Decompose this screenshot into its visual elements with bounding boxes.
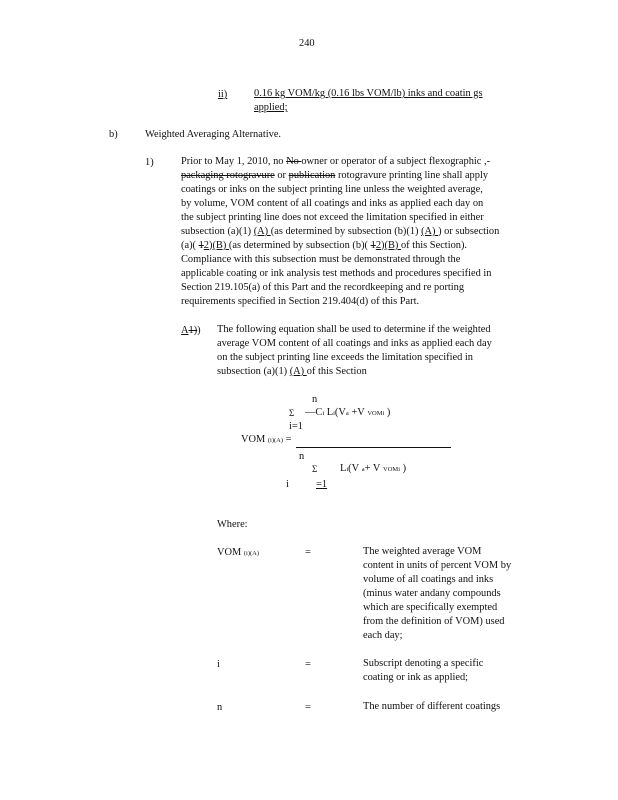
equation-numerator: —Ci Li(Va +V VOMi ) [305,407,391,418]
para-a1-line: subsection (a)(1) (A) of this Section [217,366,367,377]
definition-line: each day; [363,630,403,641]
para-1-line: Prior to May 1, 2010, no No owner or operator of a subject flexographic ,- [181,156,491,167]
para-1-line: packaging rotogravure or publication rotogravure printing line shall apply [181,170,489,181]
definition-term: i [217,659,220,670]
definition-line: which are specifically exempted [363,602,498,613]
definition-equals: = [305,547,311,558]
para-a1-line: average VOM content of all coatings and inks as applied each day [217,338,492,349]
definition-line: The number of different coatings [363,701,501,712]
definition-equals: = [305,659,311,670]
definition-term: VOM (i)(A) [217,547,260,558]
section-b-label: b) [109,129,118,140]
definition-line: from the definition of VOM) used [363,616,505,627]
equation-lhs: VOM (i)(A) = [241,434,292,445]
para-1-line: coatings or inks on the subject printing line unless the weighted average, [181,184,483,195]
definition-line: content in units of percent VOM by [363,560,512,571]
para-1-line: the subject printing line does not exceed the limitation specified in either [181,212,484,223]
section-b-title: Weighted Averaging Alternative. [145,129,282,140]
definition-line: The weighted average VOM [363,546,482,557]
item-ii-text-line1: 0.16 kg VOM/kg (0.16 lbs VOM/lb) inks and coatin gs [254,88,483,99]
para-1-line: (a)( 12)(B) (as determined by subsection (b)( 12)(B) of this Section). [181,240,468,251]
denominator-lower-index-eq1: =1 [316,479,328,490]
item-ii-text-line2: applied; [254,102,288,113]
para-1-line: applicable coating or ink analysis test methods and procedures specified in [181,268,492,279]
definition-equals: = [305,702,311,713]
para-a1-label: A1)) [181,325,201,336]
para-1-line: Section 219.105(a) of this Part and the recordkeeping and re porting [181,282,465,293]
para-1-line: requirements specified in Section 219.404(d) of this Part. [181,296,420,307]
item-ii-label: ii) [218,89,228,100]
para-1-line: by volume, VOM content of all coatings and inks as applied each day on [181,198,484,209]
page-number: 240 [299,38,315,49]
para-1-label: 1) [145,157,154,168]
para-a1-line: on the subject printing line exceeds the limitation specified in [217,352,473,363]
definition-line: volume of all coatings and inks [363,574,494,585]
equation-upper-limit: n [312,394,318,405]
equation-denominator-upper: n [299,451,305,462]
definition-line: (minus water andany compounds [363,588,501,599]
definition-line: Subscript denoting a specific [363,658,484,669]
para-1-line: Compliance with this subsection must be demonstrated through the [181,254,461,265]
denominator-lower-index-i: i [286,479,289,490]
where-label: Where: [217,519,248,530]
definition-line: coating or ink as applied; [363,672,469,683]
fraction-bar [296,447,451,448]
definition-term: n [217,702,223,713]
para-a1-line: The following equation shall be used to determine if the weighted [217,324,491,335]
para-1-line: subsection (a)(1) (A) (as determined by subsection (b)(1) (A) ) or subsection [181,226,500,237]
equation-lower-index: i=1 [289,421,303,432]
equation-denominator: Li(V a+ V VOMi ) [340,463,407,474]
denominator-summation-symbol: Σ [312,464,318,474]
summation-symbol: Σ [289,408,295,418]
